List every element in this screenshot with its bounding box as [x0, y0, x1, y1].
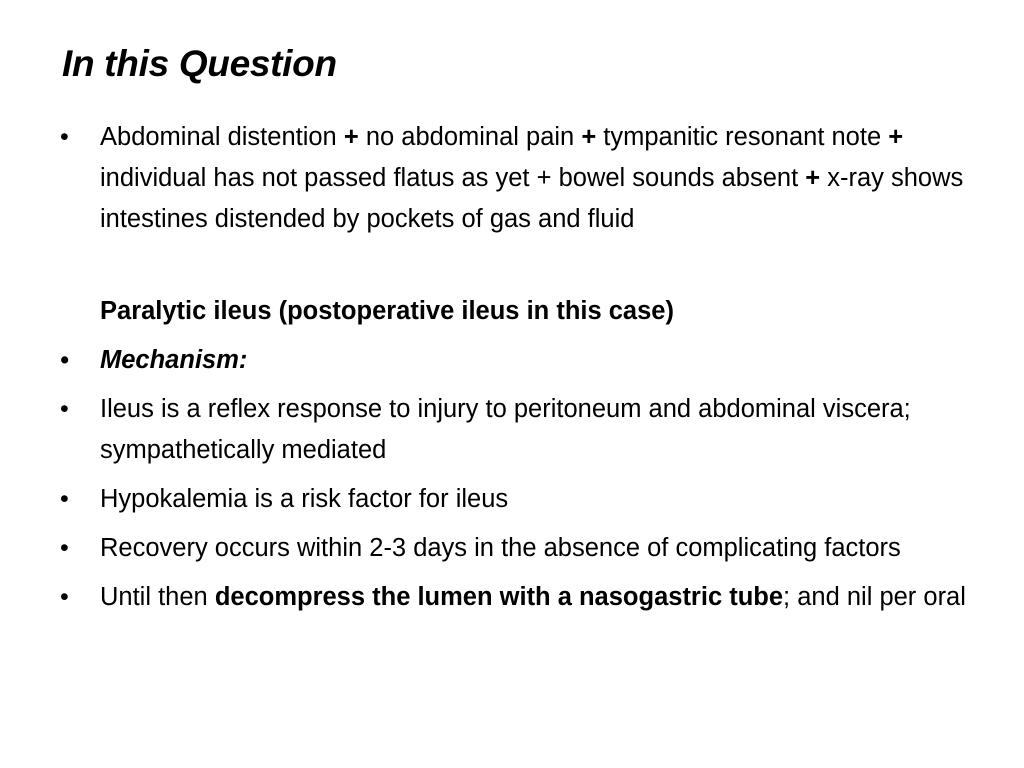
slide-body: [100, 117, 990, 626]
findings-text-1: Abdominal distention: [100, 123, 344, 151]
mechanism-bullet-hypokalemia: • Hypokalemia is a risk factor for ileus: [100, 479, 990, 520]
diagnosis-line: Paralytic ileus (postoperative ileus in this case): [100, 297, 674, 325]
management-emphasis: decompress the lumen with a nasogastric tube: [214, 583, 784, 611]
management-prefix: Until then: [100, 583, 215, 611]
management-bullet: [100, 577, 990, 618]
mechanism-bullet-recovery: • Recovery occurs within 2-3 days in the absence of complicating factors: [100, 528, 990, 569]
plus-sign: +: [805, 164, 821, 192]
findings-text-5: x-ray shows intestines distended by pockets of gas and fluid: [100, 164, 964, 233]
slide-title: In this Question: [62, 43, 337, 84]
findings-text-4: individual has not passed flatus as yet + bowel sounds absent: [100, 164, 806, 192]
plus-sign: +: [581, 123, 597, 151]
findings-text-3: tympanitic resonant note: [596, 123, 889, 151]
findings-bullet: [100, 117, 990, 240]
mechanism-bullet-reflex: • Ileus is a reflex response to injury to peritoneum and abdominal viscera; sympathetically mediated: [100, 389, 990, 471]
mechanism-heading: • Mechanism:: [100, 340, 990, 381]
findings-text-2: no abdominal pain: [358, 123, 582, 151]
management-suffix: ; and nil per oral: [783, 583, 966, 611]
plus-sign: +: [343, 123, 359, 151]
plus-sign: +: [888, 123, 904, 151]
